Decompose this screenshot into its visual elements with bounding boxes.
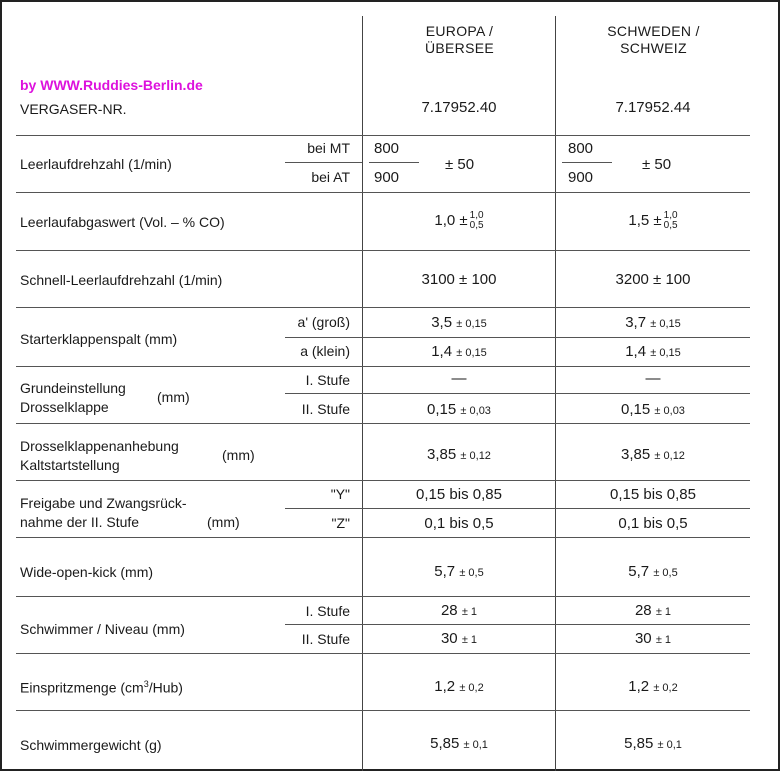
value-drossel-europa: [363, 447, 555, 462]
value-einspritz-schweden: [556, 679, 750, 694]
value-grund-s1-schweden: —: [645, 370, 661, 387]
value-base: 5,7: [434, 563, 456, 580]
value-freigabe-z-schweden: 0,1 bis 0,5: [618, 515, 688, 532]
row-separator: [16, 192, 750, 193]
label-vergaser: VERGASER-NR.: [20, 101, 127, 117]
value-abgas-europa: [363, 211, 555, 231]
value-gewicht-schweden: [556, 736, 750, 751]
value-leerlauf-tol-europa: ± 50: [445, 156, 475, 173]
subrow-separator: [285, 624, 750, 625]
value-tol: ± 0,12: [460, 450, 491, 462]
value-tol: ± 0,5: [653, 567, 678, 579]
row-separator: [16, 653, 750, 654]
header-col-europa: [382, 23, 537, 57]
value-abgas-schweden-base: 1,5 ±: [628, 211, 662, 229]
value-tol: ± 0,15: [650, 347, 681, 359]
value-vergaser-schweden: 7.17952.44: [615, 99, 691, 116]
sub-z: "Z": [331, 515, 350, 531]
value-starter-gross-europa: [363, 315, 555, 330]
value-base: 28: [440, 602, 458, 619]
value-base: 3,85: [427, 446, 457, 463]
value-base: 0,15: [621, 401, 651, 418]
label-einspritz-part1: Einspritzmenge (cm: [20, 679, 144, 696]
label-schwimmergewicht: Schwimmergewicht (g): [20, 737, 162, 753]
value-base: 1,4: [431, 343, 453, 360]
value-schnell-schweden: 3200 ± 100: [615, 271, 691, 288]
label-grundeinstellung: Grundeinstellung: [20, 380, 126, 396]
value-abgas-schweden-tol: [664, 211, 678, 231]
fraction-line: [369, 162, 419, 163]
value-base: 5,85: [430, 735, 460, 752]
tol-lower: 0,5: [469, 220, 484, 231]
value-starter-gross-schweden: [556, 315, 750, 330]
value-tol: ± 0,1: [463, 739, 488, 751]
row-separator: [16, 366, 750, 367]
value-leerlauf-at-schweden: 900: [568, 169, 594, 186]
value-leerlauf-at-europa: 900: [374, 169, 400, 186]
sub-y: "Y": [330, 486, 350, 502]
value-abgas-schweden: [556, 211, 750, 231]
label-grund-unit: (mm): [157, 389, 190, 405]
value-tol: ± 0,2: [653, 682, 678, 694]
subrow-separator: [285, 337, 750, 338]
value-tol: ± 1: [655, 606, 672, 618]
label-leerlauf: Leerlaufdrehzahl (1/min): [20, 156, 172, 172]
value-base: 3,5: [431, 314, 453, 331]
header-col-europa-line1: EUROPA /: [425, 23, 494, 39]
value-tol: ± 0,5: [459, 567, 484, 579]
value-base: 3,7: [625, 314, 647, 331]
value-tol: ± 1: [461, 606, 478, 618]
sub-schwimmer-stufe2: II. Stufe: [301, 631, 350, 647]
value-base: 30: [634, 630, 652, 647]
sub-schwimmer-stufe1: I. Stufe: [305, 603, 350, 619]
value-tol: ± 0,2: [459, 682, 484, 694]
fraction-line: [562, 162, 612, 163]
sub-a-klein: a (klein): [300, 343, 350, 359]
header-col-europa-line2: ÜBERSEE: [424, 40, 494, 56]
sub-grund-stufe1: I. Stufe: [305, 372, 350, 388]
label-drossel-unit: (mm): [222, 447, 255, 463]
value-starter-klein-europa: [363, 344, 555, 359]
value-einspritz-europa: [363, 679, 555, 694]
label-schwimmer-niveau: Schwimmer / Niveau (mm): [20, 621, 185, 637]
value-schwimmer-s2-schweden: [556, 631, 750, 646]
value-base: 3,85: [621, 446, 651, 463]
value-base: 1,2: [628, 678, 650, 695]
tol-upper: 1,0: [469, 210, 484, 221]
value-tol: ± 0,03: [460, 405, 491, 417]
label-starterklappenspalt: Starterklappenspalt (mm): [20, 331, 178, 347]
label-wide-open-kick: Wide-open-kick (mm): [20, 564, 154, 580]
value-base: 30: [440, 630, 458, 647]
sub-bei-mt: bei MT: [307, 140, 350, 156]
label-einspritzmenge: [20, 680, 183, 695]
label-freigabe-unit: (mm): [207, 514, 240, 530]
tol-upper: 1,0: [663, 210, 678, 221]
subrow-separator: [285, 508, 750, 509]
value-leerlauf-tol-schweden: ± 50: [642, 156, 672, 173]
row-separator: [16, 710, 750, 711]
row-separator: [16, 537, 750, 538]
value-tol: ± 0,15: [650, 318, 681, 330]
label-kaltstartstellung: Kaltstartstellung: [20, 457, 120, 473]
value-grund-s1-europa: —: [451, 370, 467, 387]
label-einspritz-sup: 3: [143, 679, 149, 689]
label-schnell-leerlauf: Schnell-Leerlaufdrehzahl (1/min): [20, 272, 223, 288]
sub-grund-stufe2: II. Stufe: [301, 401, 350, 417]
subrow-separator: [285, 162, 362, 163]
value-base: 1,2: [434, 678, 456, 695]
value-base: 5,85: [624, 735, 654, 752]
row-separator: [16, 423, 750, 424]
value-base: 1,4: [625, 343, 647, 360]
label-drosselklappe: Drosselklappe: [20, 399, 109, 415]
label-nahme: nahme der II. Stufe: [20, 514, 140, 530]
row-separator: [16, 480, 750, 481]
value-leerlauf-mt-europa: 800: [374, 140, 400, 157]
value-tol: ± 0,15: [456, 347, 487, 359]
row-separator: [16, 250, 750, 251]
sub-a-gross: a' (groß): [297, 314, 350, 330]
header-col-schweden: [576, 23, 731, 57]
sub-bei-at: bei AT: [311, 169, 350, 185]
row-separator: [16, 307, 750, 308]
value-tol: ± 0,12: [654, 450, 685, 462]
value-wide-schweden: [556, 564, 750, 579]
label-drosselklappenanhebung: Drosselklappenanhebung: [20, 438, 179, 454]
value-abgas-europa-tol: [470, 211, 484, 231]
value-abgas-europa-base: 1,0 ±: [434, 211, 468, 229]
value-grund-s2-europa: [363, 402, 555, 417]
value-gewicht-europa: [363, 736, 555, 751]
value-tol: ± 0,15: [456, 318, 487, 330]
value-base: 5,7: [628, 563, 650, 580]
value-schwimmer-s1-europa: [363, 603, 555, 618]
value-tol: ± 0,1: [657, 739, 682, 751]
value-freigabe-y-europa: 0,15 bis 0,85: [416, 486, 502, 503]
value-schnell-europa: 3100 ± 100: [421, 271, 497, 288]
tol-lower: 0,5: [663, 220, 678, 231]
value-tol: ± 1: [461, 634, 478, 646]
watermark-link[interactable]: by WWW.Ruddies-Berlin.de: [20, 77, 203, 93]
value-drossel-schweden: [556, 447, 750, 462]
label-einspritz-part2: /Hub): [148, 679, 183, 696]
value-vergaser-europa: 7.17952.40: [421, 99, 497, 116]
value-tol: ± 1: [655, 634, 672, 646]
value-base: 0,15: [427, 401, 457, 418]
value-starter-klein-schweden: [556, 344, 750, 359]
value-freigabe-z-europa: 0,1 bis 0,5: [424, 515, 494, 532]
value-schwimmer-s2-europa: [363, 631, 555, 646]
value-grund-s2-schweden: [556, 402, 750, 417]
header-col-schweden-line2: SCHWEIZ: [620, 40, 687, 56]
row-separator: [16, 596, 750, 597]
value-wide-europa: [363, 564, 555, 579]
value-leerlauf-mt-schweden: 800: [568, 140, 594, 157]
header-col-schweden-line1: SCHWEDEN /: [607, 23, 700, 39]
label-abgaswert: Leerlaufabgaswert (Vol. – % CO): [20, 214, 225, 230]
subrow-separator: [285, 393, 750, 394]
value-schwimmer-s1-schweden: [556, 603, 750, 618]
label-freigabe: Freigabe und Zwangsrück-: [20, 495, 187, 511]
value-tol: ± 0,03: [654, 405, 685, 417]
value-base: 28: [634, 602, 652, 619]
value-freigabe-y-schweden: 0,15 bis 0,85: [610, 486, 696, 503]
row-separator: [16, 135, 750, 136]
